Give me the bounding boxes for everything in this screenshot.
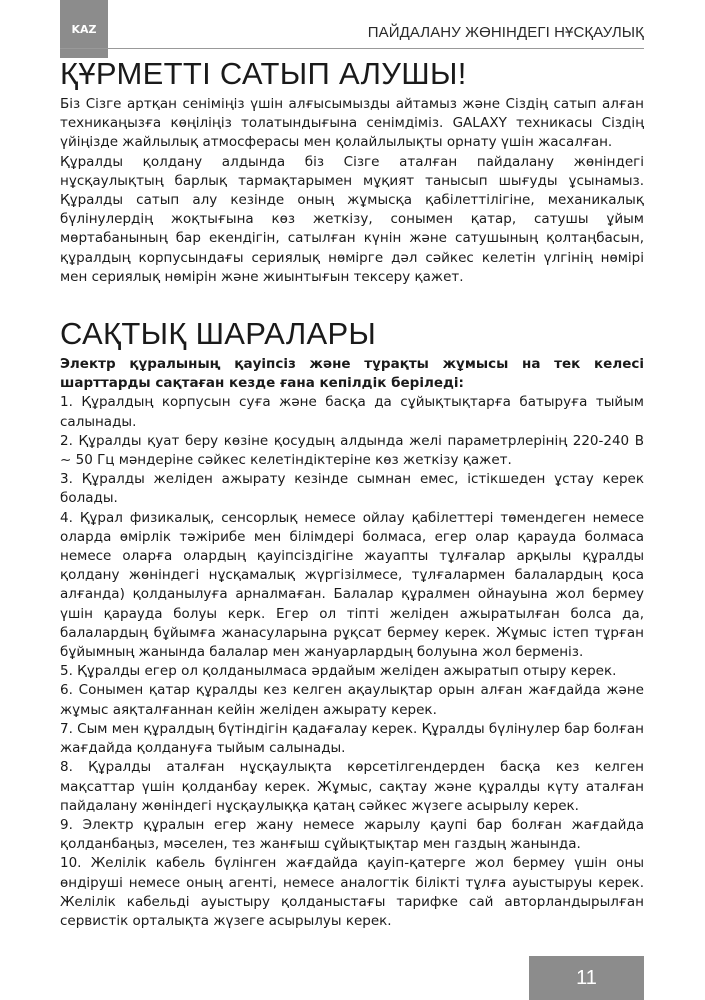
page-content	[60, 53, 644, 931]
safety-item: 8. Құралды аталған нұсқаулықта көрсетілгендерден басқа кез келген мақсаттар үшін қолданбау керек. Жұмыс, сақтау және құралды күту аталған пайдалану жөніндегі нұсқаулыққа қатаң сәйкес жүзеге асырылу керек.	[60, 759, 644, 814]
intro-paragraph: Құралды қолдану алдында біз Сізге аталған пайдалану жөніндегі нұсқаулықтың барлық тармақтарымен мұқият танысып шығуды ұсынамыз. Құралды сатып алу кезінде оның жұмысқа қабілеттілігіне, механикалық бүлінулердің жоқтығына көз жеткізу, сонымен қатар, сатушы ұйым мөртабанының бар екендігін, сатылған күнін және сатушының қолтаңбасын, құралдың корпусындағы сериялық нөмірге дәл сәйкес келетін үлгінің нөмірі мен сериялық нөмірін және жиынтығын тексеру қажет.	[60, 153, 644, 285]
safety-item: 6. Сонымен қатар құралды кез келген ақаулықтар орын алған жағдайда және жұмыс аяқталғаннан кейін желіден ажырату керек.	[60, 682, 644, 718]
language-tab: KAZ	[60, 0, 108, 58]
header-divider	[60, 48, 644, 49]
safety-item: 4. Құрал физикалық, сенсорлық немесе ойлау қабілеттері төмендеген немесе оларда өмірлік тәжірибе мен білімдері болмаса, егер олар қарауда болмаса немесе оларға олардың қауіпсіздігіне жауапты тұлғалар арқылы құралды қолдану жөніндегі нұсқамалық жүргізілмесе, тұлғалармен балалардың қоса алғанда) қолданылуға арналмаған. Балалар құралмен ойнауына жол бермеу үшін қарауда болуы керк. Егер ол тіпті желіден ажыратылған болса да, балалардың бұйымға жанасуларына рұқсат бермеу керек. Жұмыс істеп тұрған бұйымның жанында балалар мен жануарлардың болуына жол берменіз.	[60, 509, 644, 661]
safety-item: 9. Электр құралын егер жану немесе жарылу қаупі бар болған жағдайда қолданбаңыз, мәселен, тез жанғыш сұйықтықтар мен газдың жанында.	[60, 816, 644, 853]
section-title-safety: САҚТЫҚ ШАРАЛАРЫ	[60, 316, 377, 352]
section-title-dear-customer: ҚҰРМЕТТІ САТЫП АЛУШЫ!	[60, 56, 467, 91]
safety-item: 10. Желілік кабель бүлінген жағдайда қауіп-қатерге жол бермеу үшін оны өндіруші немесе оның агенті, немесе аналогтік білікті тұлға ауыстыруы керек. Желілік кабельді ауыстыру қолданыстағы тарифке сай авторландырылған сервистік орталықта жүзеге асырылуы керек.	[60, 855, 644, 929]
page-number: 11	[529, 956, 644, 1000]
safety-item: 3. Құралды желіден ажырату кезінде сымнан емес, істікшеден ұстау керек болады.	[60, 471, 644, 507]
safety-item: 5. Құралды егер ол қолданылмаса әрдайым желіден ажыратып отыру керек.	[60, 663, 617, 680]
safety-item: 7. Сым мен құралдың бүтіндігін қадағалау керек. Құралды бүлінулер бар болған жағдайда қолдануға тыйым салынады.	[60, 720, 644, 757]
safety-item: 2. Құралды қуат беру көзіне қосудың алдында желі параметрлерінің 220-240 В ~ 50 Гц мәндеріне сәйкес келетіндіктеріне көз жеткізу қажет.	[60, 432, 644, 469]
safety-section	[60, 313, 644, 931]
safety-item: 1. Құралдың корпусын суға және басқа да сұйықтықтарға батыруға тыйым салынады.	[60, 394, 644, 430]
header-title: ПАЙДАЛАНУ ЖӨНІНДЕГІ НҰСҚАУЛЫҚ	[367, 24, 644, 41]
safety-lead: Электр құралының қауіпсіз және тұрақты жұмысы на тек келесі шарттарды сақтаған кезде ғана кепілдік беріледі:	[60, 356, 644, 392]
intro-paragraph: Біз Сізге артқан сеніміңіз үшін алғысымызды айтамыз және Сіздің сатып алған техникаңызға көңіліңіз толатындығына сенімдіміз. GALAXY техникасы Сіздің үйіңізде жайлылық атмосферасы мен қолайлылықты орнату үшін жасалған.	[60, 96, 644, 151]
